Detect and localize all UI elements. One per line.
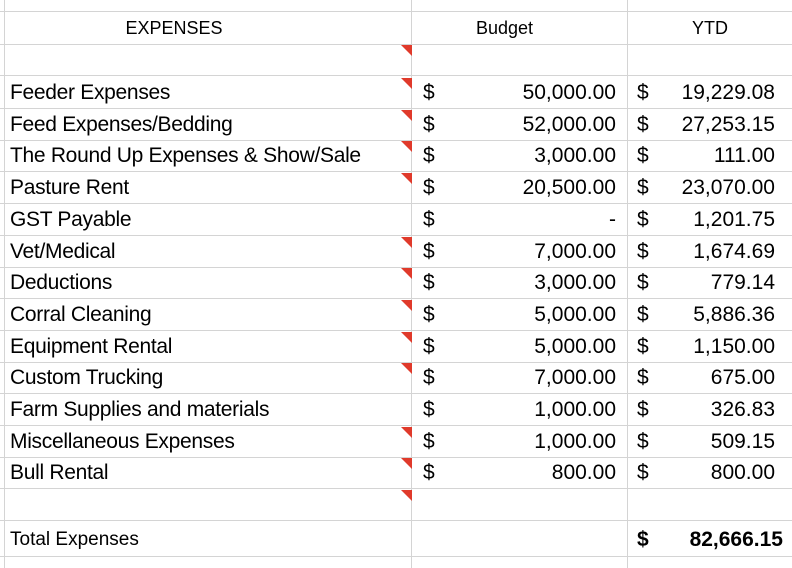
expense-name: Feed Expenses/Bedding xyxy=(10,112,233,136)
budget-value: 1,000.00 xyxy=(534,398,616,421)
ytd-currency-symbol: $ xyxy=(637,302,649,326)
budget-value: 7,000.00 xyxy=(534,239,616,263)
budget-value: 3,000.00 xyxy=(534,271,616,295)
ytd-value: 779.14 xyxy=(710,271,775,295)
ytd-currency-symbol: $ xyxy=(637,207,649,231)
budget-currency-symbol: $ xyxy=(423,461,435,485)
ytd-currency-symbol: $ xyxy=(637,366,649,390)
ytd-currency-symbol: $ xyxy=(637,112,649,136)
budget-currency-symbol: $ xyxy=(423,271,435,295)
total-currency-symbol: $ xyxy=(637,528,649,551)
row-border xyxy=(0,520,792,521)
budget-value: 50,000.00 xyxy=(522,81,616,104)
expense-name: The Round Up Expenses & Show/Sale xyxy=(10,144,361,168)
table-row[interactable] xyxy=(0,299,792,331)
expense-name: GST Payable xyxy=(10,207,132,231)
expense-name: Vet/Medical xyxy=(10,239,116,263)
comment-indicator[interactable] xyxy=(401,363,412,374)
expense-name: Equipment Rental xyxy=(10,334,173,358)
table-row[interactable] xyxy=(0,236,792,268)
ytd-value: 1,674.69 xyxy=(693,239,775,263)
ytd-currency-symbol: $ xyxy=(637,176,649,200)
table-row[interactable] xyxy=(0,267,792,299)
comment-indicator[interactable] xyxy=(401,173,412,184)
comment-indicator[interactable] xyxy=(401,141,412,152)
expenses-header[interactable]: EXPENSES xyxy=(125,18,223,38)
ytd-currency-symbol: $ xyxy=(637,144,649,168)
comment-indicator[interactable] xyxy=(401,110,412,121)
budget-value: 3,000.00 xyxy=(534,144,616,168)
total-ytd-value: 82,666.15 xyxy=(689,528,783,551)
comment-indicator[interactable] xyxy=(401,268,412,279)
budget-currency-symbol: $ xyxy=(423,144,435,168)
table-row[interactable] xyxy=(0,172,792,204)
budget-value: 20,500.00 xyxy=(522,176,616,200)
expense-name: Bull Rental xyxy=(10,461,109,485)
comment-indicator[interactable] xyxy=(401,490,412,501)
ytd-currency-symbol: $ xyxy=(637,271,649,295)
budget-currency-symbol: $ xyxy=(423,207,435,231)
comment-indicator[interactable] xyxy=(401,427,412,438)
budget-value: 1,000.00 xyxy=(534,429,616,453)
comment-indicator[interactable] xyxy=(401,237,412,248)
ytd-value: 1,150.00 xyxy=(693,334,775,358)
table-row[interactable] xyxy=(0,140,792,172)
ytd-value: 5,886.36 xyxy=(693,302,775,326)
ytd-currency-symbol: $ xyxy=(637,81,649,104)
ytd-value: 800.00 xyxy=(710,461,775,485)
table-row[interactable] xyxy=(0,394,792,426)
comment-indicator[interactable] xyxy=(401,458,412,469)
budget-currency-symbol: $ xyxy=(423,334,435,358)
row-border xyxy=(0,488,792,489)
ytd-value: 509.15 xyxy=(710,429,775,453)
budget-currency-symbol: $ xyxy=(423,366,435,390)
budget-currency-symbol: $ xyxy=(423,176,435,200)
ytd-value: 27,253.15 xyxy=(681,112,775,136)
comment-indicator[interactable] xyxy=(401,332,412,343)
table-row[interactable] xyxy=(0,362,792,394)
budget-value: 5,000.00 xyxy=(534,302,616,326)
ytd-currency-symbol: $ xyxy=(637,398,649,421)
ytd-value: 326.83 xyxy=(710,398,775,421)
expense-name: Miscellaneous Expenses xyxy=(10,429,235,453)
expense-name: Farm Supplies and materials xyxy=(10,398,270,421)
ytd-currency-symbol: $ xyxy=(637,429,649,453)
expense-name: Deductions xyxy=(10,271,113,295)
ytd-value: 675.00 xyxy=(710,366,775,390)
total-label: Total Expenses xyxy=(10,529,139,550)
budget-value: 800.00 xyxy=(551,461,616,485)
budget-currency-symbol: $ xyxy=(423,112,435,136)
budget-value: - xyxy=(609,207,616,231)
table-row[interactable] xyxy=(0,109,792,141)
ytd-value: 23,070.00 xyxy=(681,176,775,200)
budget-header[interactable]: Budget xyxy=(475,18,534,38)
ytd-value: 19,229.08 xyxy=(681,81,775,104)
budget-value: 7,000.00 xyxy=(534,366,616,390)
expense-name: Custom Trucking xyxy=(10,366,164,390)
budget-currency-symbol: $ xyxy=(423,81,435,104)
total-row[interactable] xyxy=(0,524,792,556)
ytd-currency-symbol: $ xyxy=(637,334,649,358)
table-row[interactable] xyxy=(0,457,792,489)
budget-currency-symbol: $ xyxy=(423,302,435,326)
budget-value: 5,000.00 xyxy=(534,334,616,358)
row-border xyxy=(0,44,792,45)
row-border xyxy=(0,556,792,557)
comment-indicator[interactable] xyxy=(401,78,412,89)
table-row[interactable] xyxy=(0,426,792,458)
budget-currency-symbol: $ xyxy=(423,239,435,263)
expense-name: Pasture Rent xyxy=(10,176,129,200)
ytd-header[interactable]: YTD xyxy=(692,18,728,38)
table-row[interactable] xyxy=(0,77,792,109)
budget-value: 52,000.00 xyxy=(522,112,616,136)
row-border xyxy=(0,75,792,76)
ytd-currency-symbol: $ xyxy=(637,461,649,485)
table-row[interactable] xyxy=(0,331,792,363)
comment-indicator[interactable] xyxy=(401,300,412,311)
expense-name: Feeder Expenses xyxy=(10,81,171,104)
expense-name: Corral Cleaning xyxy=(10,302,152,326)
budget-currency-symbol: $ xyxy=(423,398,435,421)
budget-currency-symbol: $ xyxy=(423,429,435,453)
ytd-value: 1,201.75 xyxy=(693,207,775,231)
ytd-currency-symbol: $ xyxy=(637,239,649,263)
comment-indicator[interactable] xyxy=(401,45,412,56)
table-row[interactable] xyxy=(0,204,792,236)
ytd-value: 111.00 xyxy=(713,144,775,168)
